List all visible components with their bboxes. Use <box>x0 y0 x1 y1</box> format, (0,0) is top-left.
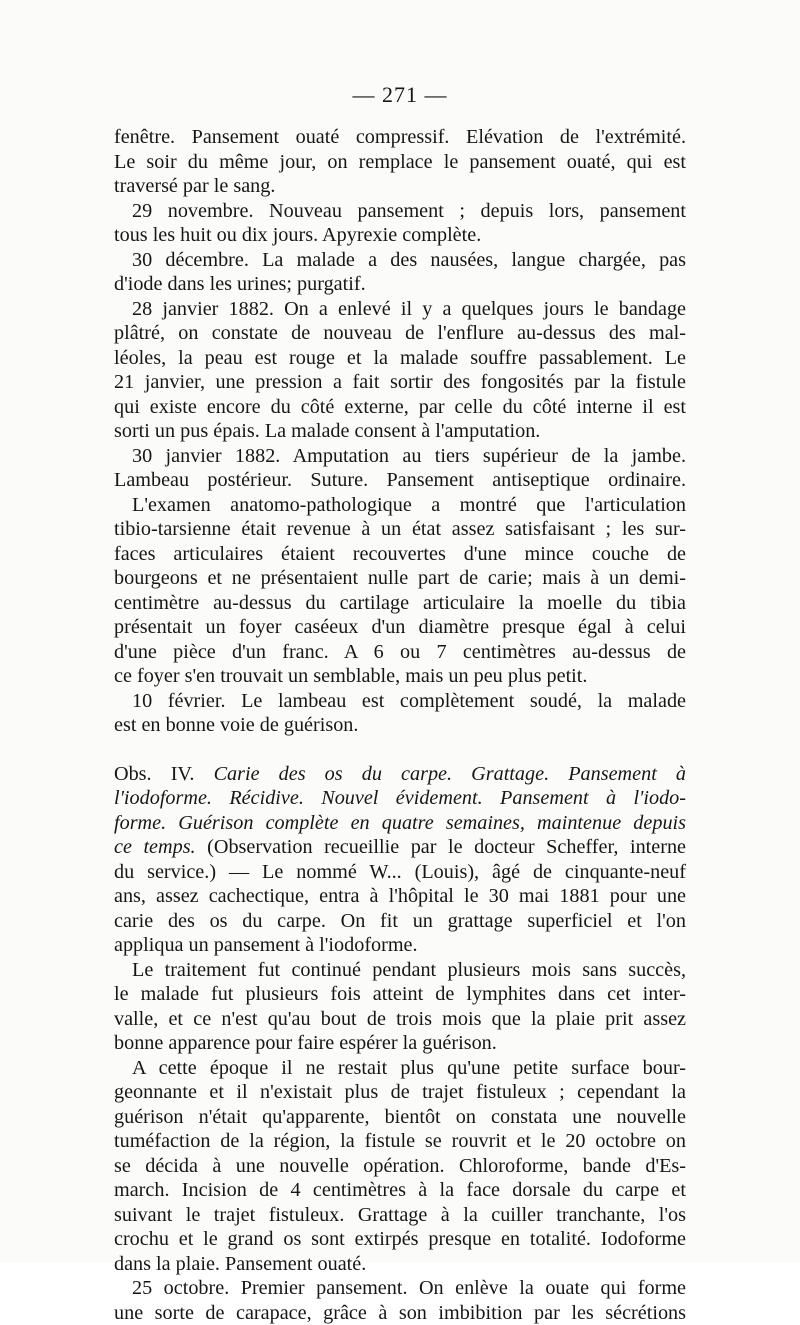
obs-label: Obs. IV. <box>114 763 194 785</box>
text-line: présentait un foyer caséeux d'un diamètre presque égal à celui <box>114 615 686 640</box>
text-line: 30 décembre. La malade a des nausées, langue chargée, pas <box>114 248 686 273</box>
text-line: carie des os du carpe. On fit un grattage superficiel et l'on <box>114 909 686 934</box>
text-line: centimètre au-dessus du cartilage articulaire la moelle du tibia <box>114 591 686 616</box>
paragraphs-case-continuation <box>114 125 686 738</box>
text-line: sorti un pus épais. La malade consent à l'amputation. <box>114 419 686 444</box>
text-line: faces articulaires étaient recouvertes d'une mince couche de <box>114 542 686 567</box>
text-line: 25 octobre. Premier pansement. On enlève la ouate qui forme <box>114 1276 686 1301</box>
obs-title-line: forme. Guérison complète en quatre semaines, maintenue depuis <box>114 811 686 836</box>
text-line: 28 janvier 1882. On a enlevé il y a quelques jours le bandage <box>114 297 686 322</box>
text-line: plâtré, on constate de nouveau de l'enflure au-dessus des mal- <box>114 321 686 346</box>
text-line: A cette époque il ne restait plus qu'une petite surface bour- <box>114 1056 686 1081</box>
text-line: du service.) — Le nommé W... (Louis), âgé de cinquante-neuf <box>114 860 686 885</box>
text-line: une sorte de carapace, grâce à son imbibition par les sécrétions <box>114 1301 686 1325</box>
text-line: ce foyer s'en trouvait un semblable, mais un peu plus petit. <box>114 664 686 689</box>
text-line: d'une pièce d'un franc. A 6 ou 7 centimètres au-dessus de <box>114 640 686 665</box>
text-line: qui existe encore du côté externe, par celle du côté interne il est <box>114 395 686 420</box>
text-line: traversé par le sang. <box>114 174 686 199</box>
text-line: est en bonne voie de guérison. <box>114 713 686 738</box>
obs-title-part: Carie des os du carpe. Grattage. Pansement à <box>214 763 686 785</box>
text-line: tuméfaction de la région, la fistule se rouvrit et le 20 octobre on <box>114 1129 686 1154</box>
paragraphs-observation-iv <box>114 860 686 1325</box>
section-gap <box>114 738 686 762</box>
text-line: guérison n'était qu'apparente, bientôt on constata une nouvelle <box>114 1105 686 1130</box>
text-line: 10 février. Le lambeau est complètement soudé, la malade <box>114 689 686 714</box>
text-line: march. Incision de 4 centimètres à la face dorsale du carpe et <box>114 1178 686 1203</box>
text-line: léoles, la peau est rouge et la malade souffre passablement. Le <box>114 346 686 371</box>
text-line: fenêtre. Pansement ouaté compressif. Elévation de l'extrémité. <box>114 125 686 150</box>
text-line: d'iode dans les urines; purgatif. <box>114 272 686 297</box>
text-column <box>114 125 686 1325</box>
text-line: bourgeons et ne présentaient nulle part de carie; mais à un demi- <box>114 566 686 591</box>
obs-title-line: l'iodoforme. Récidive. Nouvel évidement. Pansement à l'iodo- <box>114 786 686 811</box>
text-line: tibio-tarsienne était revenue à un état assez satisfaisant ; les sur- <box>114 517 686 542</box>
text-line: Lambeau postérieur. Suture. Pansement antiseptique ordinaire. <box>114 468 686 493</box>
obs-title-line <box>114 835 686 860</box>
obs-title-end: ce temps. <box>114 836 196 858</box>
text-line: suivant le trajet fistuleux. Grattage à la cuiller tranchante, l'os <box>114 1203 686 1228</box>
text-line: 21 janvier, une pression a fait sortir des fongosités par la fistule <box>114 370 686 395</box>
text-line: valle, et ce n'est qu'au bout de trois mois que la plaie prit assez <box>114 1007 686 1032</box>
text-line: Le traitement fut continué pendant plusieurs mois sans succès, <box>114 958 686 983</box>
text-line: L'examen anatomo-pathologique a montré que l'articulation <box>114 493 686 518</box>
text-line: appliqua un pansement à l'iodoforme. <box>114 933 686 958</box>
text-line: bonne apparence pour faire espérer la guérison. <box>114 1031 686 1056</box>
text-line: se décida à une nouvelle opération. Chloroforme, bande d'Es- <box>114 1154 686 1179</box>
obs-title-line <box>114 762 686 787</box>
text-line: 29 novembre. Nouveau pansement ; depuis lors, pansement <box>114 199 686 224</box>
text-line: le malade fut plusieurs fois atteint de lymphites dans cet inter- <box>114 982 686 1007</box>
observation-iv-heading <box>114 762 686 860</box>
text-line: crochu et le grand os sont extirpés presque en totalité. Iodoforme <box>114 1227 686 1252</box>
text-line: geonnante et il n'existait plus de trajet fistuleux ; cependant la <box>114 1080 686 1105</box>
text-line: 30 janvier 1882. Amputation au tiers supérieur de la jambe. <box>114 444 686 469</box>
text-line: ans, assez cachectique, entra à l'hôpital le 30 mai 1881 pour une <box>114 884 686 909</box>
text-line: dans la plaie. Pansement ouaté. <box>114 1252 686 1277</box>
page-number: — 271 — <box>0 82 800 108</box>
text-line: Le soir du même jour, on remplace le pansement ouaté, qui est <box>114 150 686 175</box>
obs-source: (Observation recueillie par le docteur Scheffer, interne <box>207 836 686 858</box>
text-line: tous les huit ou dix jours. Apyrexie complète. <box>114 223 686 248</box>
